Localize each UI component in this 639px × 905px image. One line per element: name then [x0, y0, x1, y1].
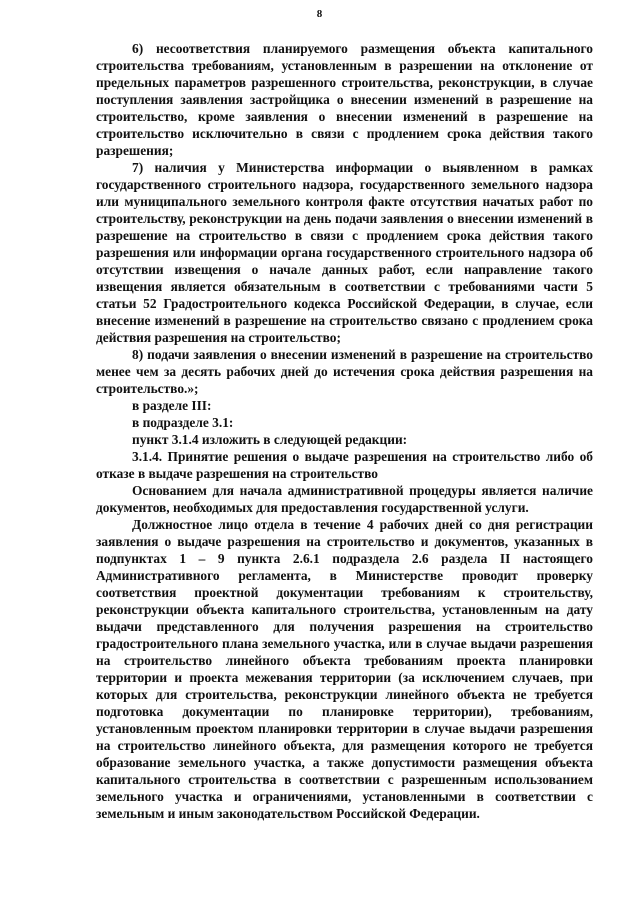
page-number: 8 [316, 8, 323, 20]
paragraph-item-8: 8) подачи заявления о внесении изменений в разрешение на строительство менее чем за десять рабочих дней до истечения срока действия разрешения на строительство.»; [96, 347, 593, 396]
paragraph-item-6: 6) несоответствия планируемого размещения объекта капитального строительства требованиям, установленным в разрешении на отклонение от предельных параметров разрешенного строительства, реконструкции, в случае поступления заявления застройщика о внесении изменений в разрешение на строительство, кроме заявления о внесении изменений в разрешение на строительство исключительно в связи с продлением срока действия такого разрешения; [96, 41, 593, 158]
paragraph-basis: Основанием для начала административной процедуры является наличие документов, необходимых для предоставления государственной услуги. [96, 483, 593, 515]
paragraph-subsection-3-1: в подразделе 3.1: [132, 415, 234, 430]
paragraph-item-7: 7) наличия у Министерства информации о выявленном в рамках государственного строительного надзора, государственного земельного надзора или муниципального земельного контроля факте отсутствия начатых работ по строительству, реконструкции на день подачи заявления о внесении изменений в разрешение на строительство в связи с продлением срока действия такого разрешения или информации органа государственного строительного надзора об отсутствии извещения о начале данных работ, если направление такого извещения является обязательным в соответствии с требованиями части 5 статьи 52 Градостроительного кодекса Российской Федерации, в случае, если внесение изменений в разрешение на строительство связано с продлением срока действия разрешения на строительство; [96, 160, 593, 345]
paragraph-section-iii: в разделе III: [132, 398, 212, 413]
paragraph-official-check: Должностное лицо отдела в течение 4 рабочих дней со дня регистрации заявления о выдаче разрешения на строительство и документов, указанных в подпунктах 1 – 9 пункта 2.6.1 подраздела 2.6 раздела II настоящего Административного регламента, в Министерстве проводит проверку соответствия проектной документации требованиям к строительству, реконструкции объекта капитального строительства, установленным на дату выдачи представленного для получения разрешения на строительство градостроительного плана земельного участка, или в случае выдачи разрешения на строительство линейного объекта требованиям проекта планировки территории и проекта межевания территории (за исключением случаев, при которых для строительства, реконструкции линейного объекта не требуется подготовка документации по планировке территории), требованиям, установленным проектом планировки территории в случае выдачи разрешения на строительство линейного объекта, для размещения которого не требуется образование земельного участка, а также допустимости размещения объекта капитального строительства в соответствии с разрешенным использованием земельного участка и ограничениями, установленными в соответствии с земельным и иным законодательством Российской Федерации. [96, 517, 593, 821]
paragraph-point-3-1-4-intro: пункт 3.1.4 изложить в следующей редакции: [132, 432, 408, 447]
document-body [96, 40, 593, 822]
paragraph-point-3-1-4-heading: 3.1.4. Принятие решения о выдаче разрешения на строительство либо об отказе в выдаче разрешения на строительство [96, 449, 593, 481]
